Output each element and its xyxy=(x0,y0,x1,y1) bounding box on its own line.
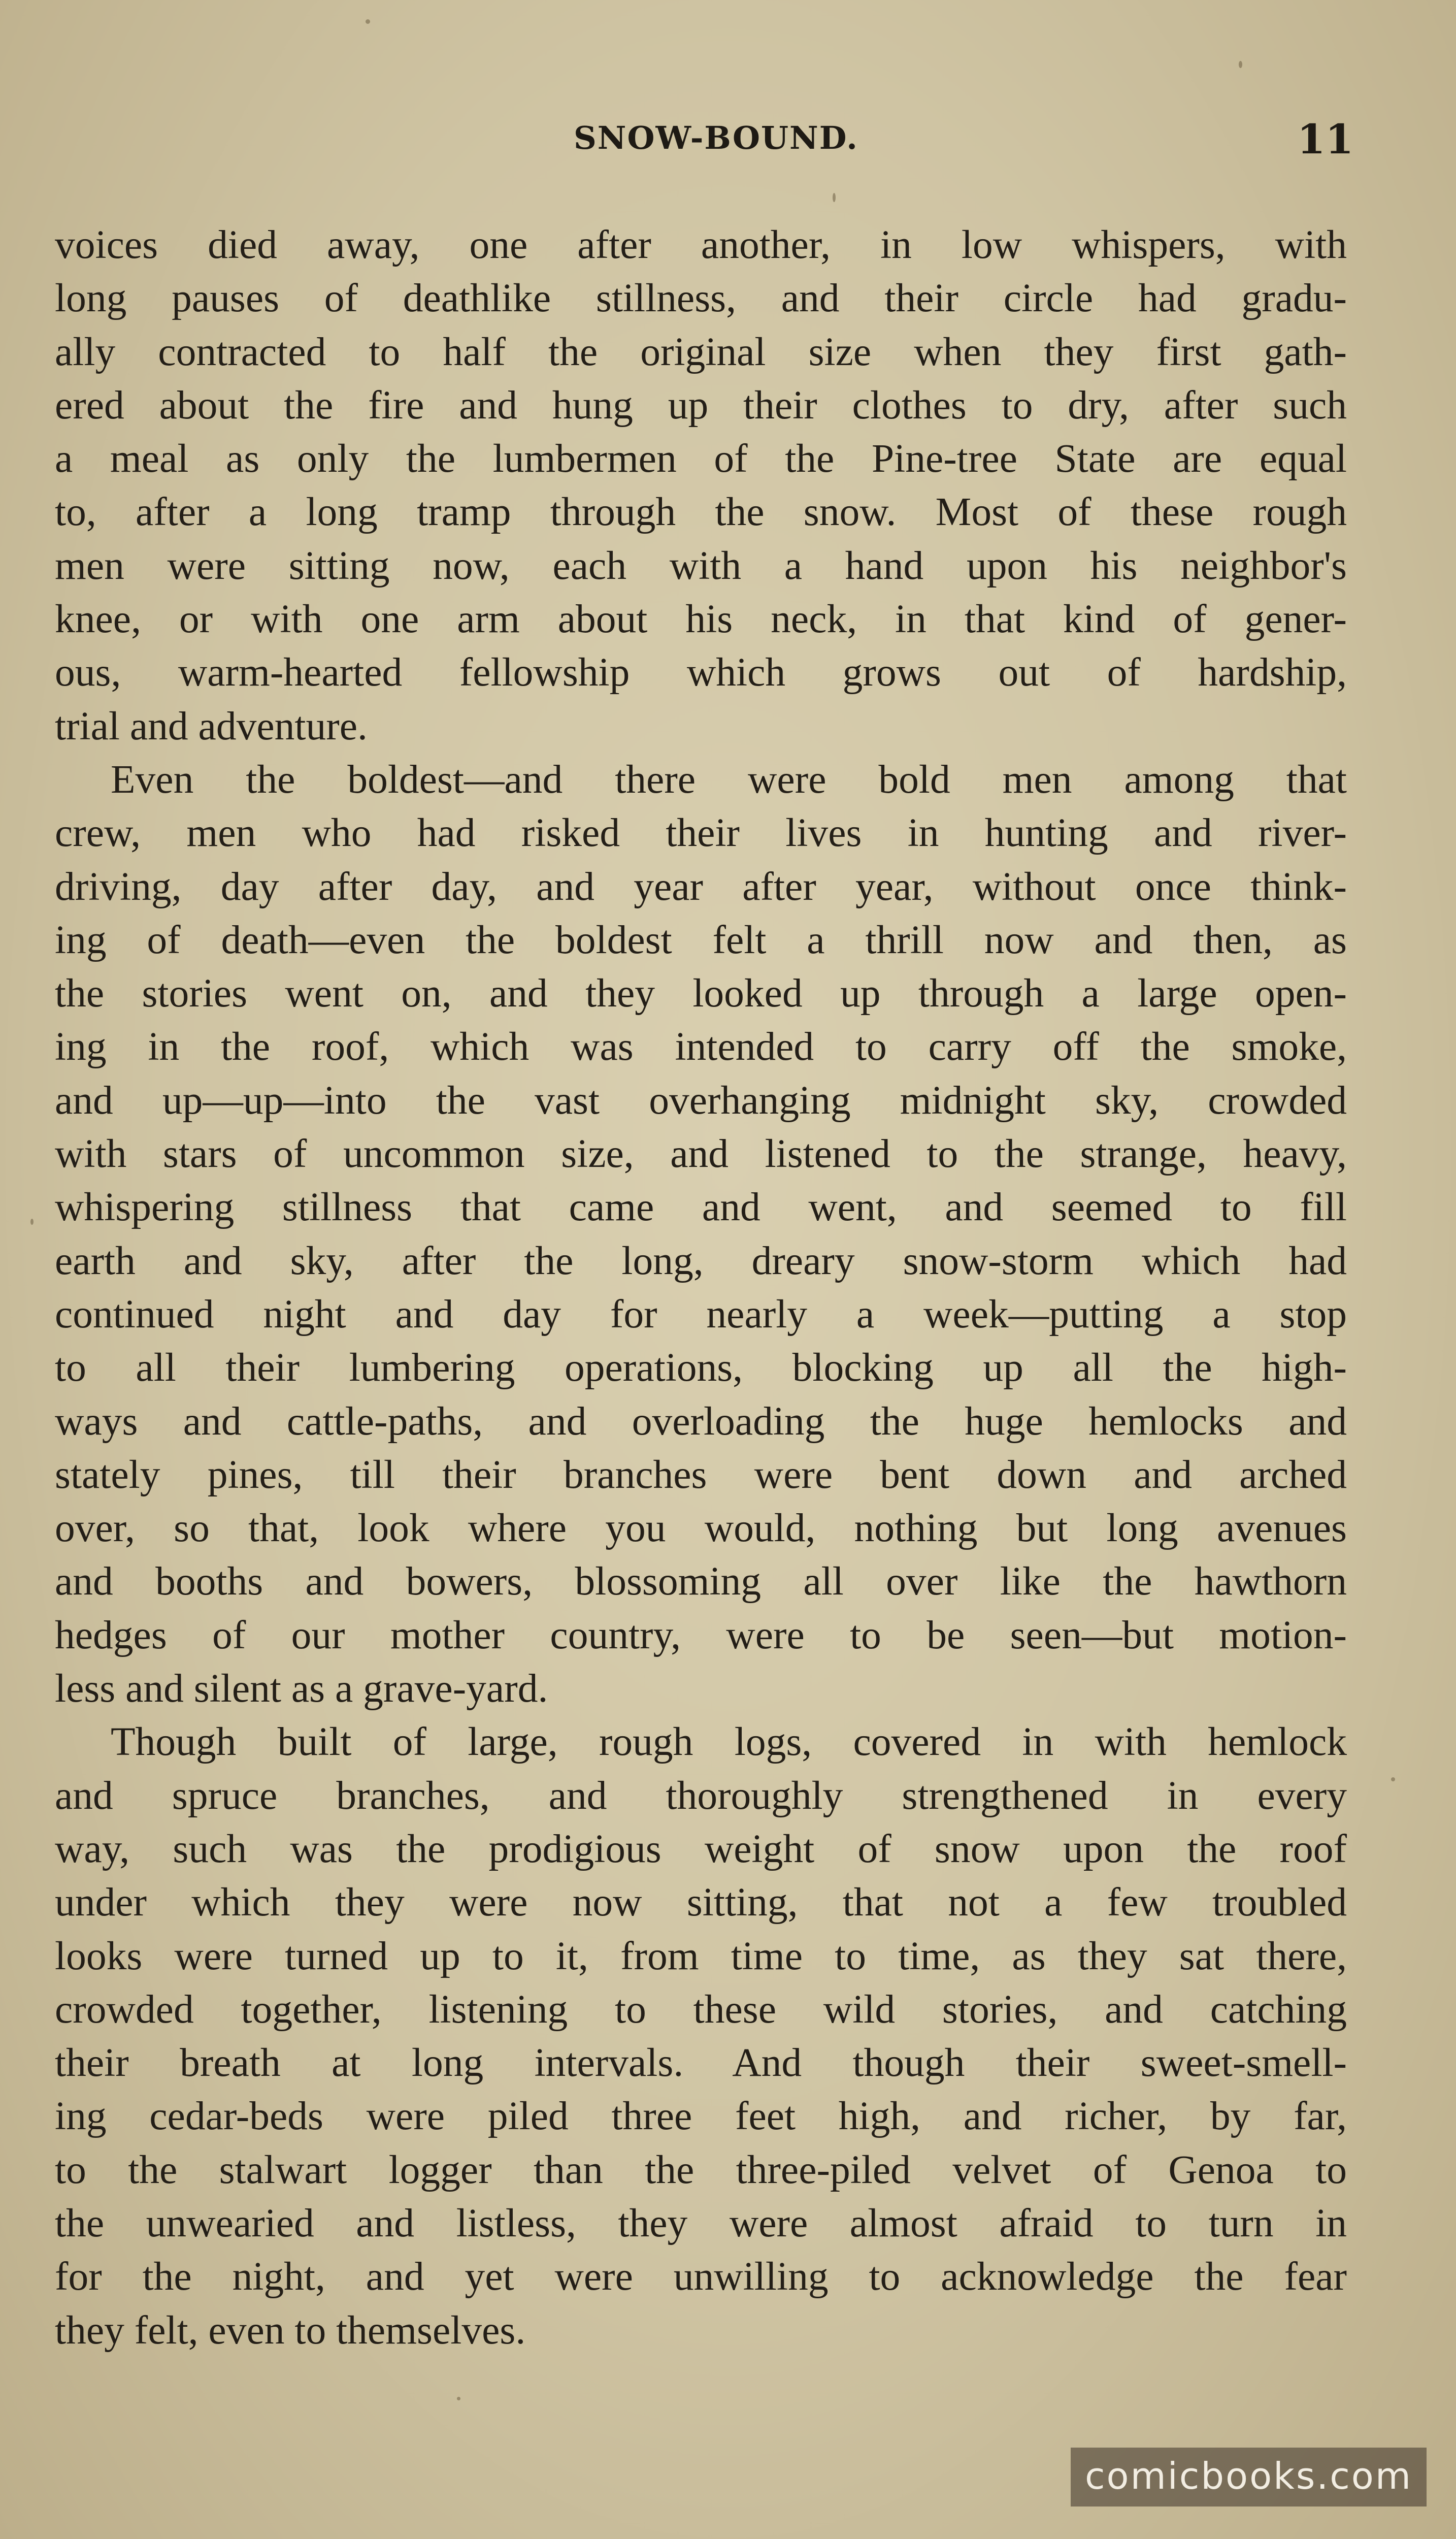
paragraph-2 xyxy=(55,753,1347,1715)
paper-speck xyxy=(366,19,370,24)
text-line: hedges of our mother country, were to be seen—but motion- xyxy=(55,1612,1347,1657)
text-line: earth and sky, after the long, dreary snow-storm which had xyxy=(55,1238,1347,1283)
text-line: to the stalwart logger than the three-piled velvet of Genoa to xyxy=(55,2147,1347,2192)
text-line: ing cedar-beds were piled three feet high, and richer, by far, xyxy=(55,2094,1347,2139)
paragraph-1 xyxy=(55,218,1347,753)
paper-speck xyxy=(1391,1777,1395,1781)
text-line: knee, or with one arm about his neck, in that kind of gener- xyxy=(55,597,1347,642)
text-line: looks were turned up to it, from time to time, as they sat there, xyxy=(55,1933,1347,1978)
text-line: and spruce branches, and thoroughly strengthened in every xyxy=(55,1773,1347,1818)
paper-speck xyxy=(1239,61,1242,68)
text-line: ered about the fire and hung up their clothes to dry, after such xyxy=(55,382,1347,428)
text-line: and booths and bowers, blossoming all over like the hawthorn xyxy=(55,1559,1347,1604)
text-line: driving, day after day, and year after year, without once think- xyxy=(55,864,1347,909)
text-line: whispering stillness that came and went, and seemed to fill xyxy=(55,1185,1347,1230)
text-line: ally contracted to half the original size when they first gath- xyxy=(55,329,1347,374)
body-text xyxy=(55,218,1347,2357)
text-line: a meal as only the lumbermen of the Pine-tree State are equal xyxy=(55,436,1347,481)
text-line: over, so that, look where you would, nothing but long avenues xyxy=(55,1506,1347,1551)
text-line: with stars of uncommon size, and listened to the strange, heavy, xyxy=(55,1131,1347,1177)
text-line: stately pines, till their branches were bent down and arched xyxy=(55,1452,1347,1497)
text-line: their breath at long intervals. And though their sweet-smell- xyxy=(55,2040,1347,2086)
text-line: they felt, even to themselves. xyxy=(55,2307,526,2353)
text-line: continued night and day for nearly a week—putting a stop xyxy=(55,1291,1347,1337)
text-line: Though built of large, rough logs, covered in with hemlock xyxy=(111,1719,1347,1765)
text-line: ous, warm-hearted fellowship which grows out of hardship, xyxy=(55,650,1347,695)
text-line: men were sitting now, each with a hand upon his neighbor's xyxy=(55,543,1347,588)
text-line: ing in the roof, which was intended to carry off the smoke, xyxy=(55,1024,1347,1069)
text-line: long pauses of deathlike stillness, and their circle had gradu- xyxy=(55,276,1347,321)
text-line: under which they were now sitting, that not a few troubled xyxy=(55,1880,1347,1925)
text-line: the unwearied and listless, they were almost afraid to turn in xyxy=(55,2200,1347,2245)
running-head xyxy=(0,115,1456,175)
text-line: trial and adventure. xyxy=(55,703,368,748)
text-line: ways and cattle-paths, and overloading the huge hemlocks and xyxy=(55,1398,1347,1444)
page-number: 11 xyxy=(1297,115,1354,163)
text-line: for the night, and yet were unwilling to acknowledge the fear xyxy=(55,2254,1347,2299)
text-line: and up—up—into the vast overhanging midnight sky, crowded xyxy=(55,1078,1347,1123)
text-line: to all their lumbering operations, blocking up all the high- xyxy=(55,1345,1347,1390)
paper-speck xyxy=(833,193,836,202)
text-line: to, after a long tramp through the snow. Most of these rough xyxy=(55,490,1347,535)
running-title: SNOW-BOUND. xyxy=(574,119,858,156)
text-line: way, such was the prodigious weight of snow upon the roof xyxy=(55,1826,1347,1871)
paper-speck xyxy=(30,1219,34,1225)
text-line: crew, men who had risked their lives in hunting and river- xyxy=(55,810,1347,856)
text-line: Even the boldest—and there were bold men among that xyxy=(111,757,1347,802)
paragraph-3 xyxy=(55,1715,1347,2357)
text-line: less and silent as a grave-yard. xyxy=(55,1666,548,1711)
text-line: crowded together, listening to these wild stories, and catching xyxy=(55,1987,1347,2032)
paper-speck xyxy=(457,2397,460,2400)
text-line: the stories went on, and they looked up through a large open- xyxy=(55,971,1347,1016)
text-line: voices died away, one after another, in low whispers, with xyxy=(55,222,1347,267)
text-line: ing of death—even the boldest felt a thrill now and then, as xyxy=(55,917,1347,962)
watermark: comicbooks.com xyxy=(1071,2448,1427,2507)
